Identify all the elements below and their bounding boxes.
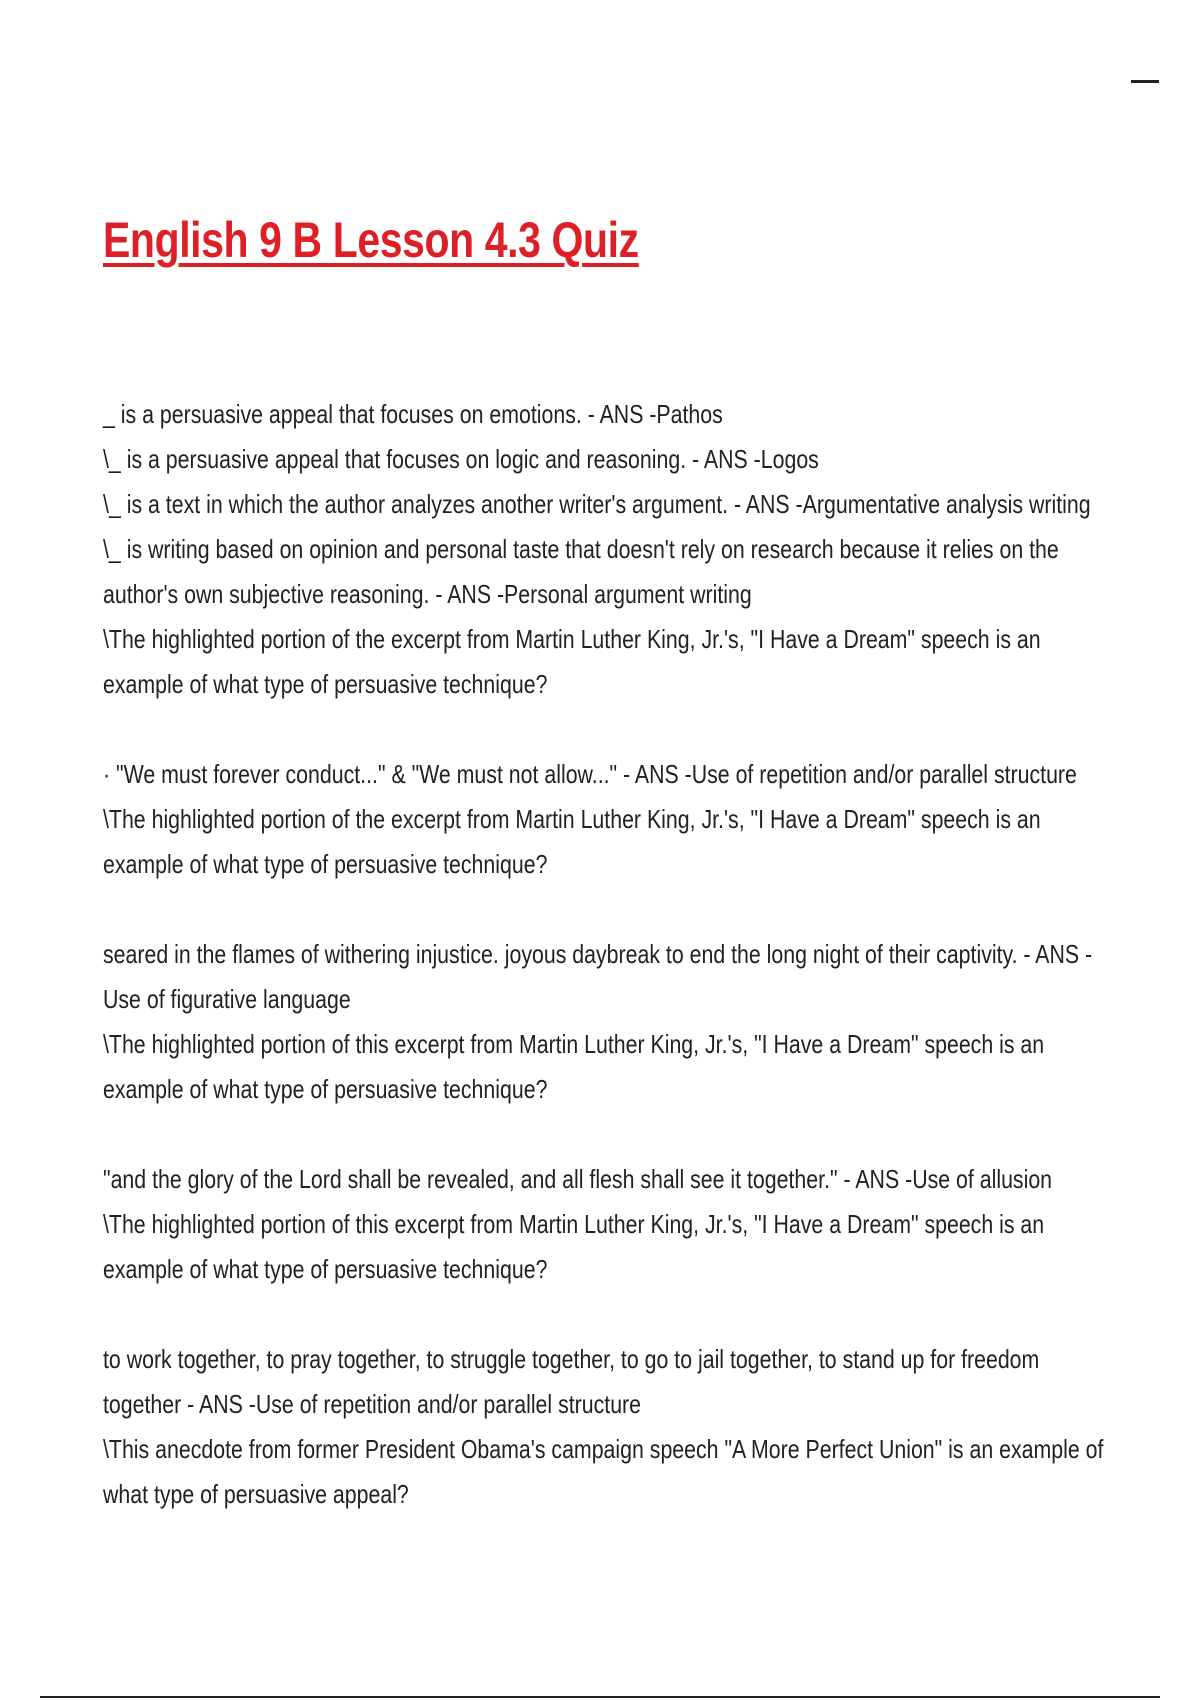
quiz-line-5: \The highlighted portion of the excerpt from Martin Luther King, Jr.'s, "I Have a Dream" speech is an example of what type of persuasive technique? (103, 624, 1041, 699)
bottom-divider (40, 1696, 1160, 1698)
page-title: English 9 B Lesson 4.3 Quiz (103, 212, 639, 268)
quiz-line-3: \_ is a text in which the author analyzes another writer's argument. - ANS -Argumentative analysis writing (103, 489, 1091, 519)
quiz-line-12: to work together, to pray together, to struggle together, to go to jail together, to stand up for freedom together - ANS -Use of repetition and/or parallel structure (103, 1344, 1040, 1419)
quiz-line-1: _ is a persuasive appeal that focuses on emotions. - ANS -Pathos (103, 399, 723, 429)
quiz-line-4: \_ is writing based on opinion and personal taste that doesn't rely on research because it relies on the author's own subjective reasoning. - ANS -Personal argument writing (103, 534, 1059, 609)
quiz-line-6: · "We must forever conduct..." & "We must not allow..." - ANS -Use of repetition and/or parallel structure (103, 759, 1077, 789)
quiz-line-8: seared in the flames of withering injustice. joyous daybreak to end the long night of their captivity. - ANS -Use of figurative language (103, 939, 1093, 1014)
corner-dash-mark (1131, 80, 1159, 83)
quiz-content (103, 392, 1108, 1517)
quiz-line-9: \The highlighted portion of this excerpt from Martin Luther King, Jr.'s, "I Have a Dream" speech is an example of what type of persuasive technique? (103, 1029, 1045, 1104)
quiz-line-2: \_ is a persuasive appeal that focuses on logic and reasoning. - ANS -Logos (103, 444, 819, 474)
quiz-line-7: \The highlighted portion of the excerpt from Martin Luther King, Jr.'s, "I Have a Dream" speech is an example of what type of persuasive technique? (103, 804, 1041, 879)
quiz-line-13: \This anecdote from former President Obama's campaign speech "A More Perfect Union" is an example of what type of persuasive appeal? (103, 1434, 1104, 1509)
quiz-line-10: "and the glory of the Lord shall be revealed, and all flesh shall see it together." - ANS -Use of allusion (103, 1164, 1053, 1194)
quiz-line-11: \The highlighted portion of this excerpt from Martin Luther King, Jr.'s, "I Have a Dream" speech is an example of what type of persuasive technique? (103, 1209, 1045, 1284)
